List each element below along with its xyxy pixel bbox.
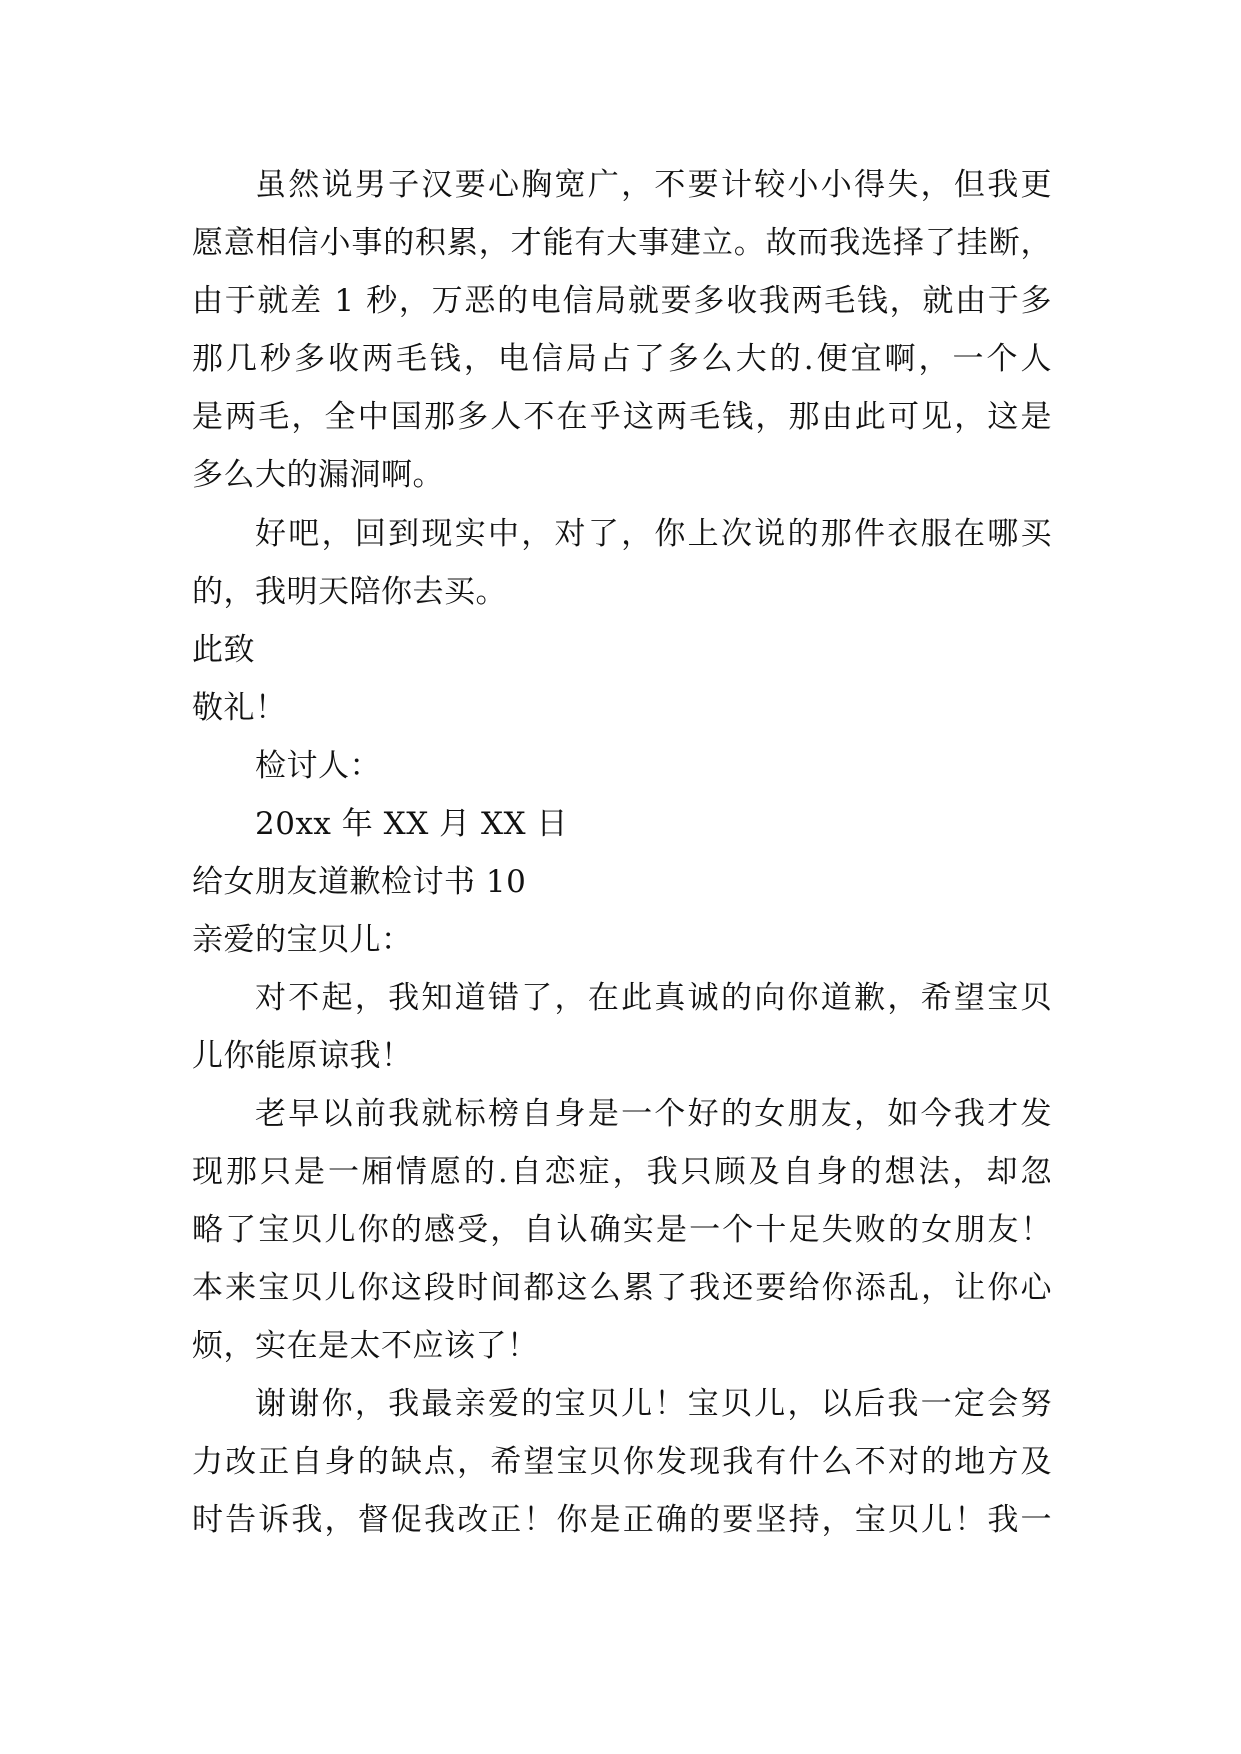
- section-title: 给女朋友道歉检讨书 10: [192, 864, 527, 900]
- paragraph-line: 略了宝贝儿你的感受，自认确实是一个十足失败的女朋友！: [192, 1212, 1052, 1248]
- signature-label: 检讨人：: [255, 748, 381, 784]
- paragraph-line: 多么大的漏洞啊。: [192, 457, 444, 493]
- paragraph-line: 愿意相信小事的积累，才能有大事建立。故而我选择了挂断，: [192, 225, 1052, 261]
- paragraph-line: 由于就差 1 秒，万恶的电信局就要多收我两毛钱，就由于多: [192, 283, 1052, 319]
- paragraph-line: 那几秒多收两毛钱，电信局占了多么大的.便宜啊，一个人: [192, 341, 1052, 377]
- paragraph-line: 的，我明天陪你去买。: [192, 574, 507, 610]
- date-line: 20xx 年 XX 月 XX 日: [255, 806, 568, 842]
- paragraph-line: 对不起，我知道错了，在此真诚的向你道歉，希望宝贝: [255, 980, 1052, 1016]
- paragraph-line: 烦，实在是太不应该了！: [192, 1328, 539, 1364]
- paragraph-line: 儿你能原谅我！: [192, 1038, 413, 1074]
- paragraph-line: 时告诉我，督促我改正！你是正确的要坚持，宝贝儿！我一: [192, 1502, 1052, 1538]
- paragraph-line: 老早以前我就标榜自身是一个好的女朋友，如今我才发: [255, 1096, 1052, 1132]
- paragraph-line: 是两毛，全中国那多人不在乎这两毛钱，那由此可见，这是: [192, 399, 1052, 435]
- paragraph-line: 力改正自身的缺点，希望宝贝你发现我有什么不对的地方及: [192, 1444, 1052, 1480]
- closing-line: 此致: [192, 632, 255, 668]
- paragraph-line: 好吧，回到现实中，对了，你上次说的那件衣服在哪买: [255, 516, 1052, 552]
- closing-salutation: 敬礼！: [192, 690, 287, 726]
- greeting-line: 亲爱的宝贝儿：: [192, 922, 413, 958]
- paragraph-line: 谢谢你，我最亲爱的宝贝儿！宝贝儿，以后我一定会努: [255, 1386, 1052, 1422]
- paragraph-line: 本来宝贝儿你这段时间都这么累了我还要给你添乱，让你心: [192, 1270, 1052, 1306]
- paragraph-line: 虽然说男子汉要心胸宽广，不要计较小小得失，但我更: [255, 167, 1052, 203]
- paragraph-line: 现那只是一厢情愿的.自恋症，我只顾及自身的想法，却忽: [192, 1154, 1052, 1190]
